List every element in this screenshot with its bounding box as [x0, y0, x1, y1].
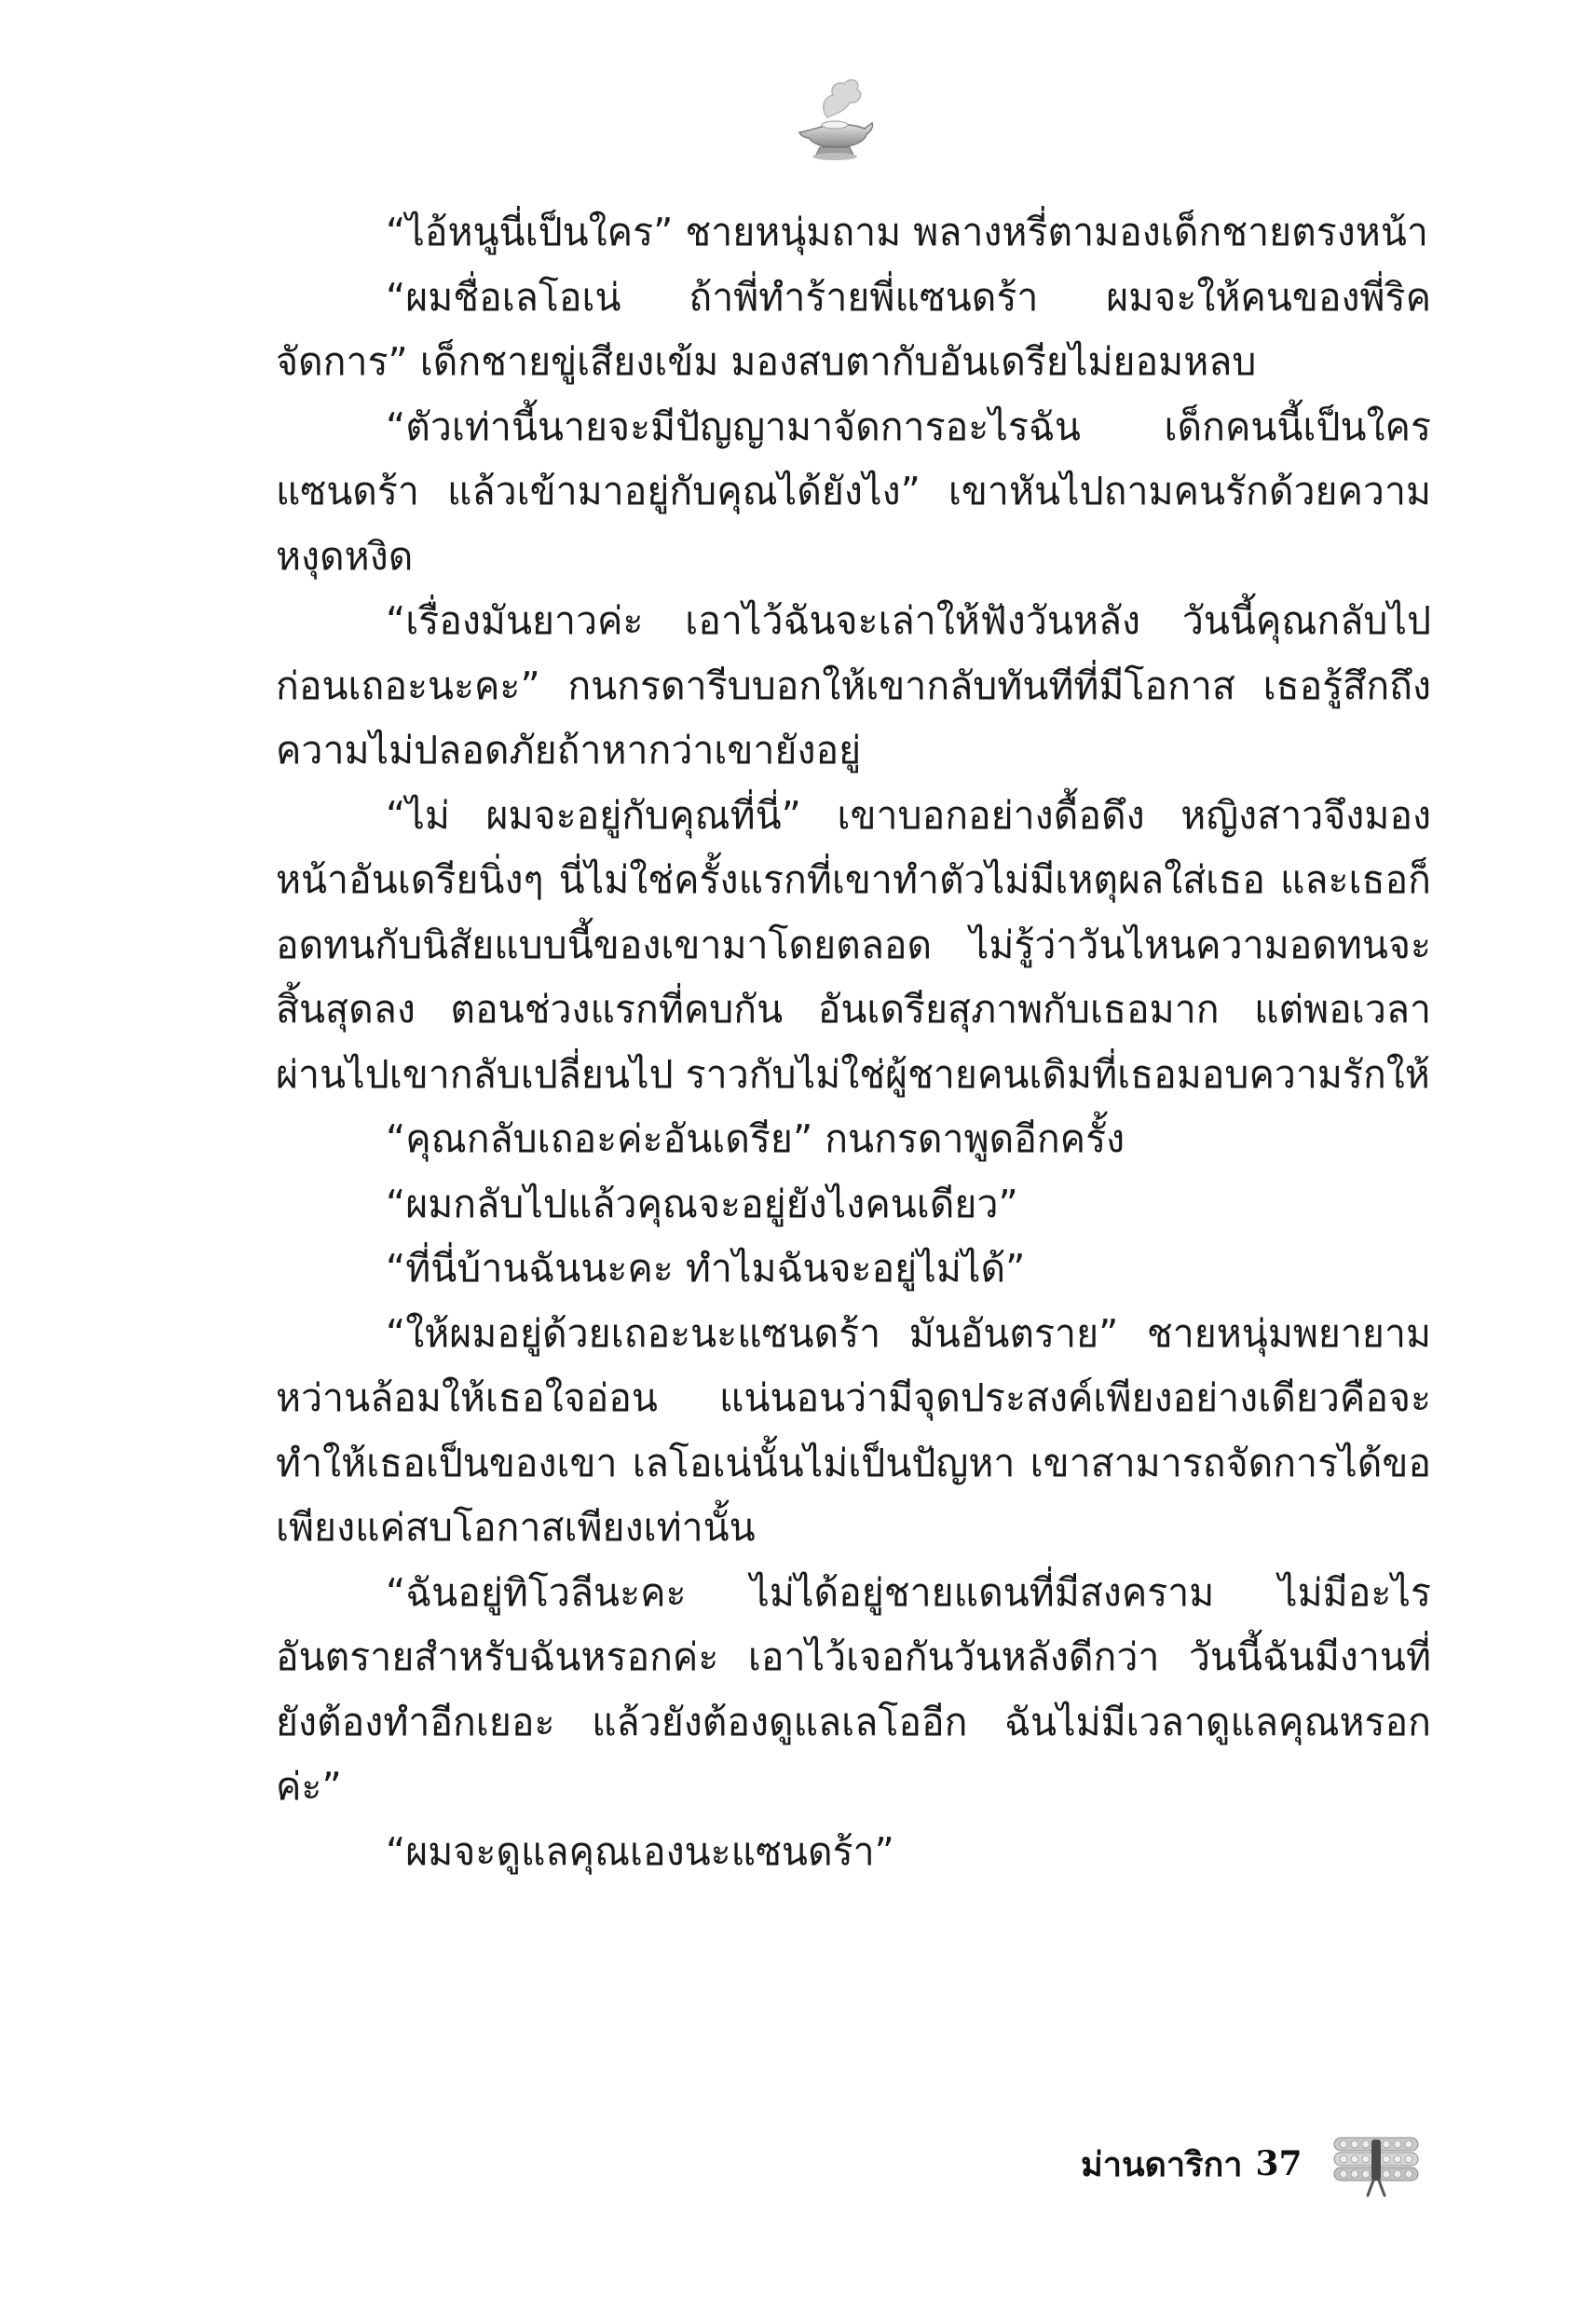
body-text — [276, 200, 1431, 1884]
page-footer — [1081, 2126, 1422, 2201]
paragraph: “ตัวเท่านี้นายจะมีปัญญามาจัดการอะไรฉัน เด็กคนนี้เป็นใครแซนดร้า แล้วเข้ามาอยู่กับคุณได้ยังไง” เขาหันไปถามคนรักด้วยความหงุดหงิด — [276, 403, 1431, 579]
paragraph: “ที่นี่บ้านฉันนะคะ ทำไมฉันจะอยู่ไม่ได้” — [386, 1246, 1026, 1291]
paragraph: “ให้ผมอยู่ด้วยเถอะนะแซนดร้า มันอันตราย” ชายหนุ่มพยายามหว่านล้อมให้เธอใจอ่อน แน่นอนว่ามีจุดประสงค์เพียงอย่างเดียวคือจะทำให้เธอเป็นของเขา เลโอเน่นั้นไม่เป็นปัญหา เขาสามารถจัดการได้ขอเพียงแค่สบโอกาสเพียงเท่านั้น — [276, 1310, 1431, 1550]
paragraph: “คุณกลับเถอะค่ะอันเดรีย” กนกรดาพูดอีกครั้ง — [386, 1116, 1125, 1161]
paragraph: “ฉันอยู่ทิโวลีนะคะ ไม่ได้อยู่ชายแดนที่มีสงคราม ไม่มีอะไรอันตรายสำหรับฉันหรอกค่ะ เอาไว้เจอกันวันหลังดีกว่า วันนี้ฉันมีงานที่ยังต้องทำอีกเยอะ แล้วยังต้องดูแลเลโออีก ฉันไม่มีเวลาดูแลคุณหรอกค่ะ” — [276, 1569, 1431, 1809]
paragraph: “เรื่องมันยาวค่ะ เอาไว้ฉันจะเล่าให้ฟังวันหลัง วันนี้คุณกลับไปก่อนเถอะนะคะ” กนกรดารีบบอกให้เขากลับทันทีที่มีโอกาส เธอรู้สึกถึงความไม่ปลอดภัยถ้าหากว่าเขายังอยู่ — [276, 598, 1431, 773]
bead-bracelet-icon — [1330, 2128, 1422, 2199]
genie-lamp-icon — [792, 73, 876, 166]
paragraph: “ผมจะดูแลคุณเองนะแซนดร้า” — [386, 1828, 894, 1874]
book-title: ม่านดาริกา — [1081, 2144, 1243, 2184]
paragraph: “ผมกลับไปแล้วคุณจะอยู่ยังไงคนเดียว” — [386, 1181, 1018, 1226]
paragraph: “ไอ้หนูนี่เป็นใคร” ชายหนุ่มถาม พลางหรี่ตามองเด็กชายตรงหน้า — [386, 210, 1428, 254]
paragraph: “ไม่ ผมจะอยู่กับคุณที่นี่” เขาบอกอย่างดื้อดึง หญิงสาวจึงมองหน้าอันเดรียนิ่งๆ นี่ไม่ใช่ครั้งแรกที่เขาทำตัวไม่มีเหตุผลใส่เธอ และเธอก็อดทนกับนิสัยแบบนี้ของเขามาโดยตลอด ไม่รู้ว่าวันไหนความอดทนจะสิ้นสุดลง ตอนช่วงแรกที่คบกัน อันเดรียสุภาพกับเธอมาก แต่พอเวลาผ่านไปเขากลับเปลี่ยนไป ราวกับไม่ใช่ผู้ชายคนเดิมที่เธอมอบความรักให้ — [276, 792, 1431, 1097]
paragraph: “ผมชื่อเลโอเน่ ถ้าพี่ทำร้ายพี่แซนดร้า ผมจะให้คนของพี่ริคจัดการ” เด็กชายขู่เสียงเข้ม มองสบตากับอันเดรียไม่ยอมหลบ — [276, 274, 1431, 384]
page-number: 37 — [1255, 2144, 1303, 2183]
